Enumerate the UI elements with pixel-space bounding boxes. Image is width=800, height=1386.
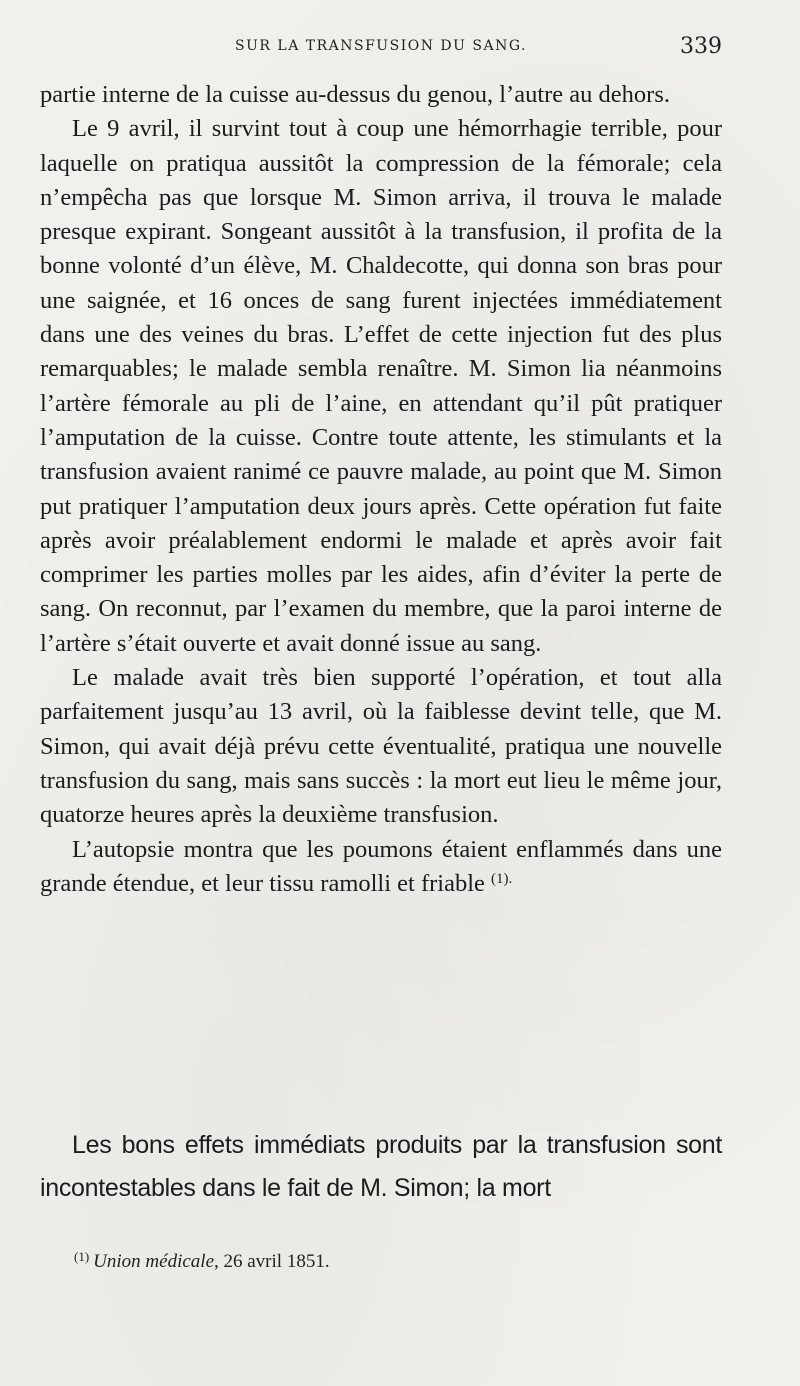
paragraph-operation-outcome: Le malade avait très bien supporté l’opération, et tout alla parfaitement jusqu’au 13 avril, où la faiblesse devint telle, que M. Simon, qui avait déjà prévu cette éventualité, pratiqua une nouvelle transfusion du sang, mais sans succès : la mort eut lieu le même jour, quatorze heures après la deuxième transfusion. xyxy=(40,664,722,829)
running-title: SUR LA TRANSFUSION DU SANG. xyxy=(235,38,527,54)
footnote-date: 26 avril 1851. xyxy=(223,1251,330,1272)
main-text xyxy=(40,78,722,901)
footnote-mark: (1) xyxy=(74,1249,90,1264)
paragraph-autopsy xyxy=(40,833,722,902)
autopsy-text: L’autopsie montra que les poumons étaient enflammés dans une grande étendue, et leur tissu ramolli et friable xyxy=(40,835,722,897)
footnote xyxy=(74,1249,330,1273)
paragraph-hemorrhage: Le 9 avril, il survint tout à coup une hémorrhagie terrible, pour laquelle on pratiqua aussitôt la compression de la fémorale; cela n’empêcha pas que lorsque M. Simon arriva, il trouva le malade presque expirant. Songeant aussitôt à la transfusion, il profita de la bonne volonté d’un élève, M. Chaldecotte, qui donna son bras pour une saignée, et 16 onces de sang furent injectées immédiatement dans une des veines du bras. L’effet de cette injection fut des plus remarquables; le malade sembla renaître. M. Simon lia néanmoins l’artère fémorale au pli de l’aine, en attendant qu’il pût pratiquer l’amputation de la cuisse. Contre toute attente, les stimulants et la transfusion avaient ranimé ce pauvre malade, au point que M. Simon put pratiquer l’amputation deux jours après. Cette opération fut faite après avoir préalablement endormi le malade et après avoir fait comprimer les parties molles par les aides, afin d’éviter la perte de sang. On reconnut, par l’examen du membre, que la paroi interne de l’artère s’était ouverte et avait donné issue au sang. xyxy=(40,115,722,657)
closing-paragraph xyxy=(40,1124,722,1210)
closing-text: Les bons effets immédiats produits par la transfusion sont incontestables dans le fait de M. Simon; la mort xyxy=(40,1131,722,1202)
paragraph-continued: partie interne de la cuisse au-dessus du genou, l’autre au dehors. xyxy=(40,81,670,108)
running-head xyxy=(40,34,722,62)
page-number: 339 xyxy=(680,34,722,59)
footnote-journal: Union médicale, xyxy=(93,1251,219,1272)
footnote-reference: (1). xyxy=(491,870,513,887)
